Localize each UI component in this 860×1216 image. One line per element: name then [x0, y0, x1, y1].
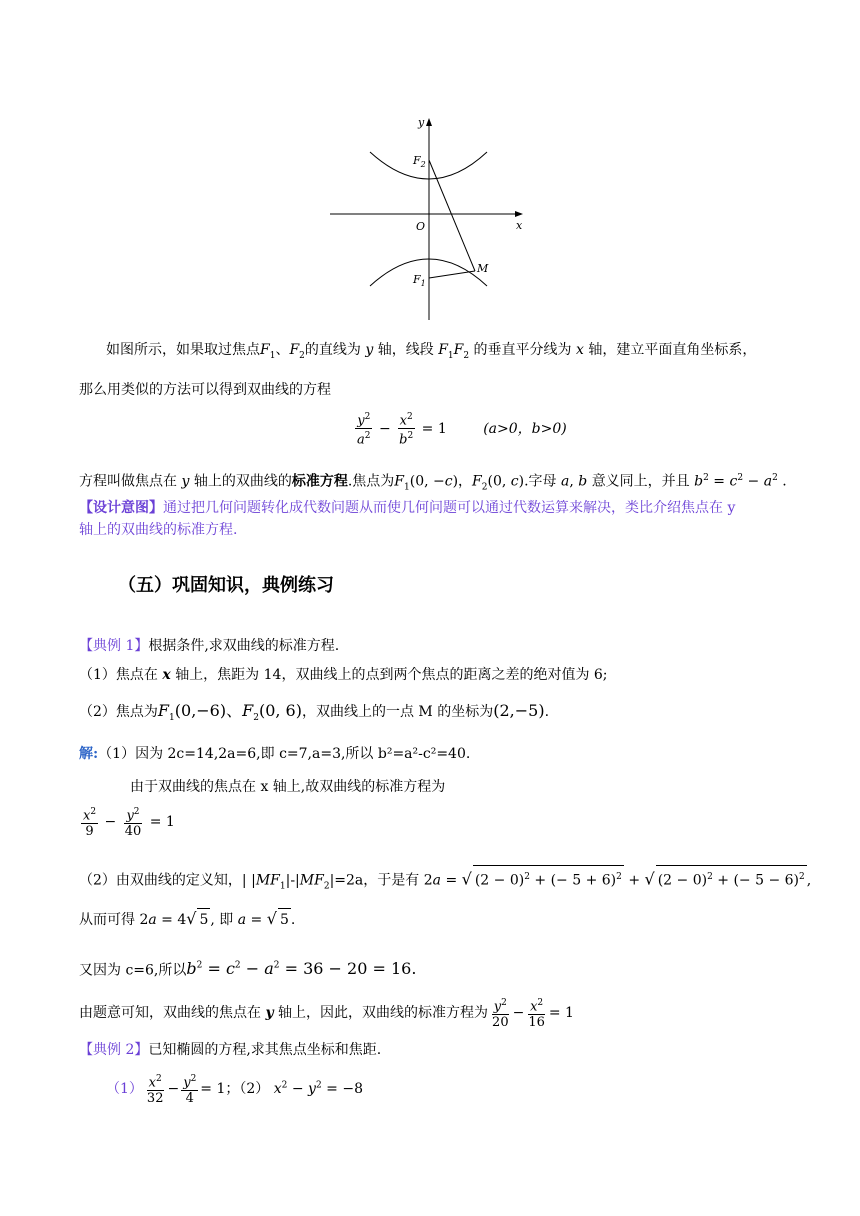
segment-f2-m [429, 160, 475, 271]
solution-line-7: 由题意可知，双曲线的焦点在 y 轴上，因此，双曲线的标准方程为 $\frac{y^2}{20}$ − $\frac{x^2}{16}$ = 1 [79, 998, 574, 1031]
example-1-header: 【典例 1】根据条件,求双曲线的标准方程. [79, 638, 340, 654]
m-label: M [477, 262, 489, 275]
design-intent: 【设计意图】通过把几何问题转化成代数问题从而使几何问题可以通过代数运算来解决，类比介绍焦点在 y [79, 500, 736, 516]
paragraph-intro-2: 那么用类似的方法可以得到双曲线的方程 [79, 382, 331, 398]
y-axis-arrow [426, 118, 432, 126]
segment-f1-m [429, 271, 475, 278]
example-2-questions: （1） $\frac{x^2}{32}$ − $\frac{y^2}{4}$ = 1；（2） $x^2 - y^2 = -8$ [106, 1074, 363, 1107]
solution-line-6: 又因为 c=6,所以$b^2 = c^2 - a^2 = 36 - 20 = 16$. [79, 959, 417, 979]
equation-condition: (a>0，b>0) [483, 420, 567, 437]
solution-line-4: （2）由双曲线的定义知，| $|MF_1|-|MF_2|=2a$，于是有 2a = √ $(2 - 0)^2$ + (− 5 + 6)$^2$ + √ $(2 - 0)^2$ + (− 5 − 6)$^2$ , [79, 865, 811, 897]
solution-line-2: 由于双曲线的焦点在 x 轴上,故双曲线的标准方程为 [130, 779, 446, 795]
x-axis-arrow [515, 211, 523, 217]
solution-line-1: 解:（1）因为 2c=14,2a=6,即 c=7,a=3,所以 b²=a²-c²=40. [79, 746, 471, 762]
origin-label: O [416, 220, 426, 233]
standard-equation-y: $\frac{y^2}{a^2}$ − $\frac{x^2}{b^2}$ = 1 (a>0，b>0) [357, 412, 567, 448]
solution-line-5: 从而可得 2a = 4√ 5 , 即 a = √ 5 . [79, 908, 295, 931]
hyperbola-figure [325, 110, 535, 325]
section-title: （五）巩固知识，典例练习 [118, 575, 334, 596]
example-1-q1: （1）焦点在 x 轴上，焦距为 14，双曲线上的点到两个焦点的距离之差的绝对值为 6; [79, 667, 608, 683]
design-intent-2: 轴上的双曲线的标准方程. [79, 522, 238, 538]
f1-label: $F_1$ [413, 273, 426, 288]
axis-y-label: y [418, 116, 425, 129]
example-2-header: 【典例 2】已知椭圆的方程,求其焦点坐标和焦距. [79, 1042, 382, 1058]
solution-equation-x: $\frac{x^2}{9}$ − $\frac{y^2}{40}$ = 1 [83, 807, 175, 840]
example-1-q2: （2）焦点为$F_1(0,-6)$、$F_2(0$, 6)，双曲线上的一点 M 的坐标为(2,−5). [79, 701, 550, 724]
axis-x-label: x [516, 219, 523, 232]
paragraph-definition: 方程叫做焦点在 y 轴上的双曲线的标准方程.焦点为$F_1(0$, −c)，$F_2(0$, c).字母 a, b 意义同上，并且 $b^2 = c^2 - a^2$ . [79, 473, 787, 493]
f2-label: $F_2$ [413, 154, 426, 169]
paragraph-intro: 如图所示，如果取过焦点$F_1$、$F_2$的直线为 y 轴，线段 $F_1F_2$ 的垂直平分线为 x 轴，建立平面直角坐标系， [106, 342, 757, 361]
